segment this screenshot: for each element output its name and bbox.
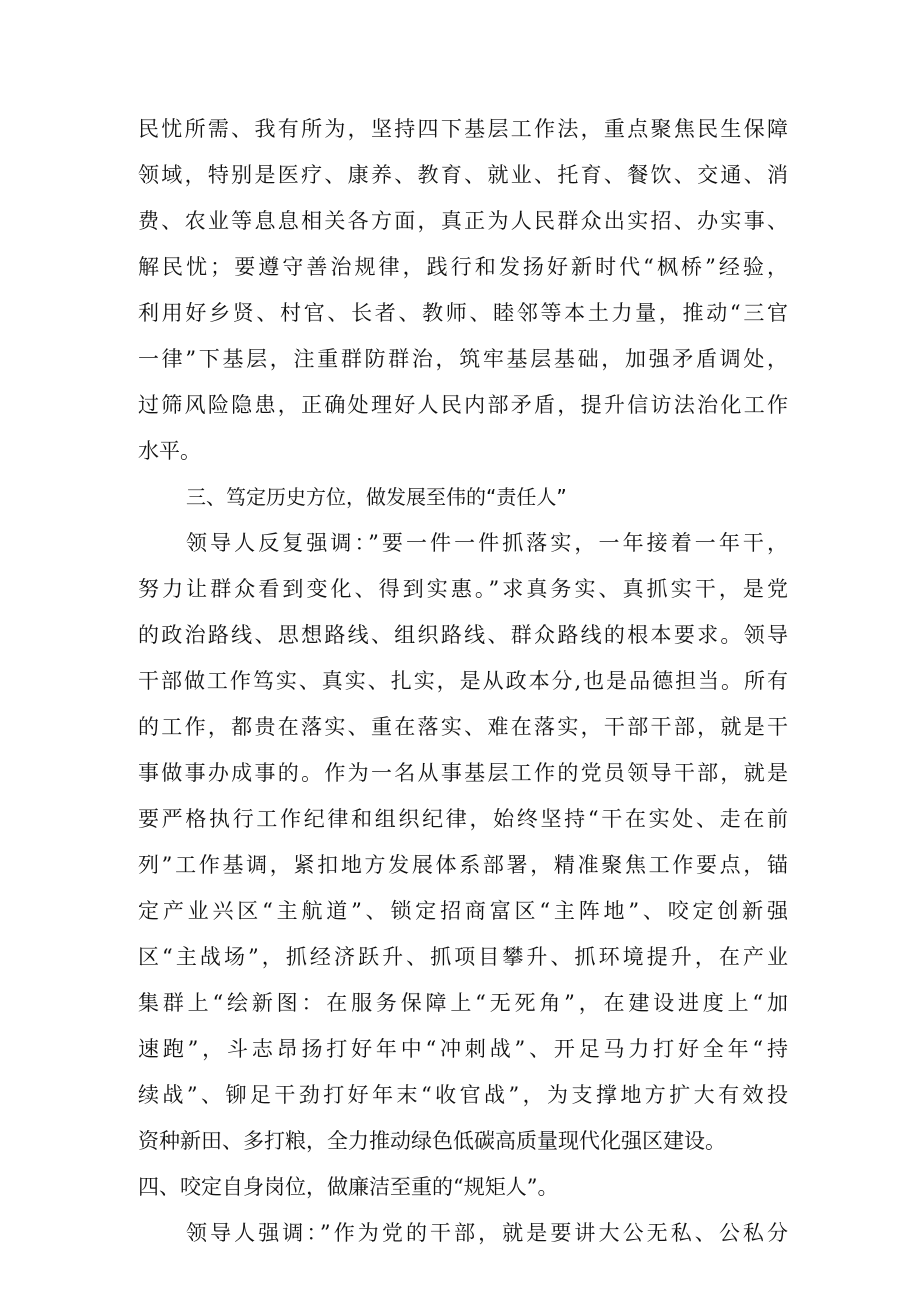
paragraph-line: 的政治路线、思想路线、组织路线、群众路线的根本要求。领导 [138,623,788,647]
paragraph-line: 资种新田、多打粮，全力推动绿色低碳高质量现代化强区建设。 [138,1129,726,1153]
paragraph-line: 努力让群众看到变化、得到实惠。”求真务实、真抓实干，是党 [138,577,788,601]
paragraph-line: 领导人反复强调：”要一件一件抓落实，一年接着一年干， [186,531,788,555]
paragraph-line: 的工作，都贵在落实、重在落实、难在落实，干部干部，就是干 [138,715,788,739]
paragraph-line: 一律”下基层，注重群防群治，筑牢基层基础，加强矛盾调处， [138,347,788,371]
paragraph-line: 续战”、铆足干劲打好年末“收官战”，为支撑地方扩大有效投 [138,1083,788,1107]
section-heading-4: 四、咬定自身岗位，做廉洁至重的“规矩人”。 [138,1175,559,1199]
paragraph-line: 列”工作基调，紧扣地方发展体系部署，精准聚焦工作要点，锚 [138,853,788,877]
paragraph-line: 区“主战场”，抓经济跃升、抓项目攀升、抓环境提升，在产业 [138,945,788,969]
paragraph-line: 领域，特别是医疗、康养、教育、就业、托育、餐饮、交通、消 [138,163,788,187]
paragraph-line: 民忧所需、我有所为，坚持四下基层工作法，重点聚焦民生保障 [138,117,788,141]
paragraph-line: 干部做工作笃实、真实、扎实，是从政本分,也是品德担当。所有 [138,669,788,693]
section-heading-3: 三、笃定历史方位，做发展至伟的“责任人” [186,485,567,509]
paragraph-line: 解民忧；要遵守善治规律，践行和发扬好新时代“枫桥”经验， [138,255,788,279]
paragraph-line: 费、农业等息息相关各方面，真正为人民群众出实招、办实事、 [138,209,788,233]
paragraph-line: 速跑”，斗志昂扬打好年中“冲刺战”、开足马力打好全年“持 [138,1037,788,1061]
paragraph-line: 集群上“绘新图：在服务保障上“无死角”，在建设进度上“加 [138,991,788,1015]
paragraph-line: 领导人强调：”作为党的干部，就是要讲大公无私、公私分 [186,1221,788,1245]
paragraph-line: 利用好乡贤、村官、长者、教师、睦邻等本土力量，推动“三官 [138,301,788,325]
paragraph-line: 水平。 [138,439,201,463]
paragraph-line: 过筛风险隐患，正确处理好人民内部矛盾，提升信访法治化工作 [138,393,788,417]
paragraph-line: 定产业兴区“主航道”、锁定招商富区“主阵地”、咬定创新强 [138,899,788,923]
paragraph-line: 要严格执行工作纪律和组织纪律，始终坚持“干在实处、走在前 [138,807,788,831]
paragraph-line: 事做事办成事的。作为一名从事基层工作的党员领导干部，就是 [138,761,788,785]
